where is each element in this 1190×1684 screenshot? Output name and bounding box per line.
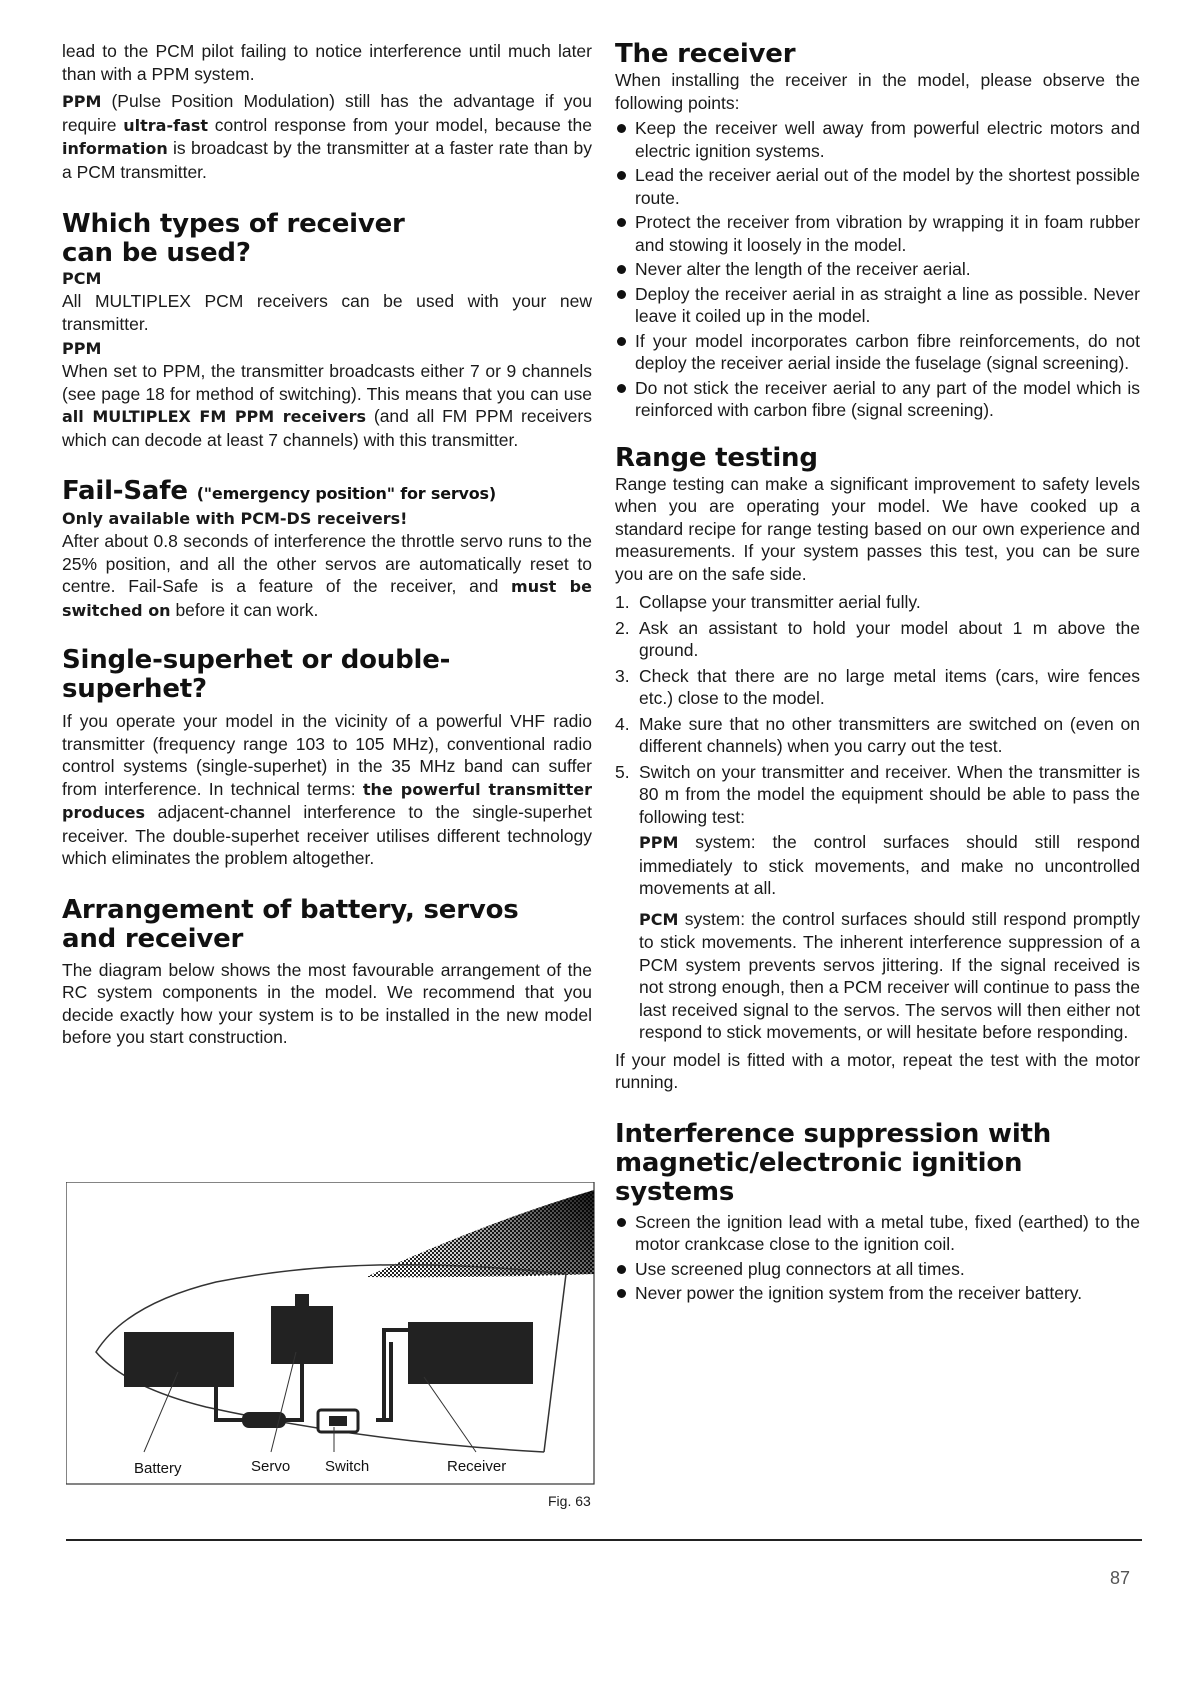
canopy-shading — [366, 1190, 594, 1277]
battery-label: Battery — [134, 1460, 182, 1477]
list-item: 5. Switch on your transmitter and receiver. When the transmitter is 80 m from the model the equipment should be able to pass the following test: — [615, 761, 1140, 827]
list-item: Do not stick the receiver aerial to any part of the model which is reinforced with carbon fibre (signal screening). — [615, 377, 1140, 422]
bullet-icon — [617, 1265, 626, 1274]
interference-bullet-list — [615, 1211, 1140, 1305]
list-item: If your model incorporates carbon fibre reinforcements, do not deploy the receiver aerial inside the fuselage (signal screening). — [615, 330, 1140, 375]
list-item: 1. Collapse your transmitter aerial fully. — [615, 592, 921, 612]
motor-test-note: If your model is fitted with a motor, repeat the test with the motor running. — [615, 1049, 1140, 1092]
figure-caption: Fig. 63 — [548, 1493, 591, 1509]
receiver-label: Receiver — [447, 1458, 507, 1475]
list-item: Keep the receiver well away from powerful electric motors and electric ignition systems. — [615, 117, 1140, 162]
list-item: Screen the ignition lead with a metal tube, fixed (earthed) to the motor crankcase close to the ignition coil. — [615, 1211, 1140, 1256]
failsafe-availability-note: Only available with PCM-DS receivers! — [62, 509, 408, 528]
failsafe-heading: Fail-Safe ("emergency position" for servos) — [62, 476, 496, 506]
pcm-label: PCM — [62, 269, 102, 288]
component-arrangement-diagram — [66, 1182, 596, 1488]
interference-heading: Interference suppression with magnetic/electronic ignition systems — [615, 1118, 1052, 1207]
list-item: Use screened plug connectors at all times. — [615, 1258, 1140, 1281]
bullet-icon — [617, 1218, 626, 1227]
list-item: 3. Check that there are no large metal items (cars, wire fences etc.) close to the model. — [615, 665, 1140, 708]
receiver-bullet-list — [615, 117, 1140, 422]
bullet-icon — [617, 265, 626, 274]
list-item: Never power the ignition system from the receiver battery. — [615, 1282, 1140, 1305]
range-testing-intro: Range testing can make a significant improvement to safety levels when you are operating your model. We have cooked up a standard recipe for range testing based on our own experience and measurements. If your system passes this test, you can be sure you are on the safe side. — [615, 473, 1140, 584]
left-column — [62, 40, 592, 1049]
bullet-icon — [617, 337, 626, 346]
which-types-heading: Which types of receiver can be used? — [62, 209, 405, 268]
servo-body — [271, 1306, 333, 1364]
range-test-steps — [615, 591, 1140, 828]
servo-leader — [271, 1352, 296, 1452]
receiver-leader — [424, 1377, 476, 1452]
ppm-advantage-paragraph: PPM (Pulse Position Modulation) still has the advantage if you require ultra-fast control response from your model, because the information is broadcast by the transmitter at a faster rate than by a PCM transmitter. — [62, 91, 592, 182]
pcm-text: All MULTIPLEX PCM receivers can be used with your new transmitter. — [62, 291, 592, 334]
receiver-intro: When installing the receiver in the model, please observe the following points: — [615, 70, 1140, 113]
ppm-text: When set to PPM, the transmitter broadcasts either 7 or 9 channels (see page 18 for method of switching). This means that you can use all MULTIPLEX FM PPM receivers (and all FM PPM receivers which can decode at least 7 channels) with this transmitter. — [62, 361, 592, 450]
range-testing-heading: Range testing — [615, 442, 818, 473]
arrangement-text: The diagram below shows the most favourable arrangement of the RC system components in the model. We recommend that you decide exactly how your system is to be installed in the new model before you start construction. — [62, 959, 592, 1047]
superhet-text: If you operate your model in the vicinity of a powerful VHF radio transmitter (frequency range 103 to 105 MHz), conventional radio control systems (single-superhet) in the 35 MHz band can suffer from interference. In technical terms: the powerful transmitter produces adjacent-channel interference to the single-superhet receiver. The double-superhet receiver utilises different technology which eliminates the problem altogether. — [62, 711, 592, 868]
list-item: Lead the receiver aerial out of the model by the shortest possible route. — [615, 164, 1140, 209]
right-column — [615, 40, 1140, 1307]
bullet-icon — [617, 218, 626, 227]
list-item: 2. Ask an assistant to hold your model about 1 m above the ground. — [615, 617, 1140, 660]
pcm-test-result: PCM system: the control surfaces should still respond promptly to stick movements. The inherent interference suppression of a PCM system prevents servos jittering. If the signal received is not strong enough, then a PCM receiver will continue to pass the last received signal to the servos. The servos will then either not respond to stick movements, or will hesitate before responding. — [639, 908, 1140, 1042]
bullet-icon — [617, 384, 626, 393]
ppm-test-result: PPM system: the control surfaces should still respond immediately to stick movements, and make no uncontrolled movements at all. — [639, 832, 1140, 898]
intro-paragraph: lead to the PCM pilot failing to notice interference until much later than with a PPM system. — [62, 41, 592, 84]
servo-label: Servo — [251, 1458, 291, 1475]
list-item: Protect the receiver from vibration by wrapping it in foam rubber and stowing it loosely in the model. — [615, 211, 1140, 256]
list-item: 4. Make sure that no other transmitters are switched on (even on different channels) when you carry out the test. — [615, 713, 1140, 756]
bullet-icon — [617, 171, 626, 180]
bullet-icon — [617, 1289, 626, 1298]
ppm-label: PPM — [62, 339, 102, 358]
list-item: Deploy the receiver aerial in as straight a line as possible. Never leave it coiled up in the model. — [615, 283, 1140, 328]
switch-label: Switch — [325, 1458, 370, 1475]
receiver-box — [408, 1322, 533, 1384]
list-item: Never alter the length of the receiver aerial. — [615, 258, 1140, 281]
switch-slider — [329, 1416, 347, 1426]
arrangement-heading: Arrangement of battery, servos and receiver — [62, 894, 519, 954]
battery-box — [124, 1332, 234, 1387]
bullet-icon — [617, 124, 626, 133]
failsafe-text: After about 0.8 seconds of interference the throttle servo runs to the 25% position, and all the other servos are automatically reset to centre. Fail-Safe is a feature of the receiver, and must be switched on before it can work. — [62, 531, 592, 620]
receiver-heading: The receiver — [615, 39, 796, 69]
footer-divider — [66, 1539, 1142, 1541]
servo-arm — [295, 1294, 309, 1308]
superhet-heading: Single-superhet or double-superhet? — [62, 645, 451, 704]
bullet-icon — [617, 290, 626, 299]
page-number: 87 — [1110, 1568, 1131, 1588]
